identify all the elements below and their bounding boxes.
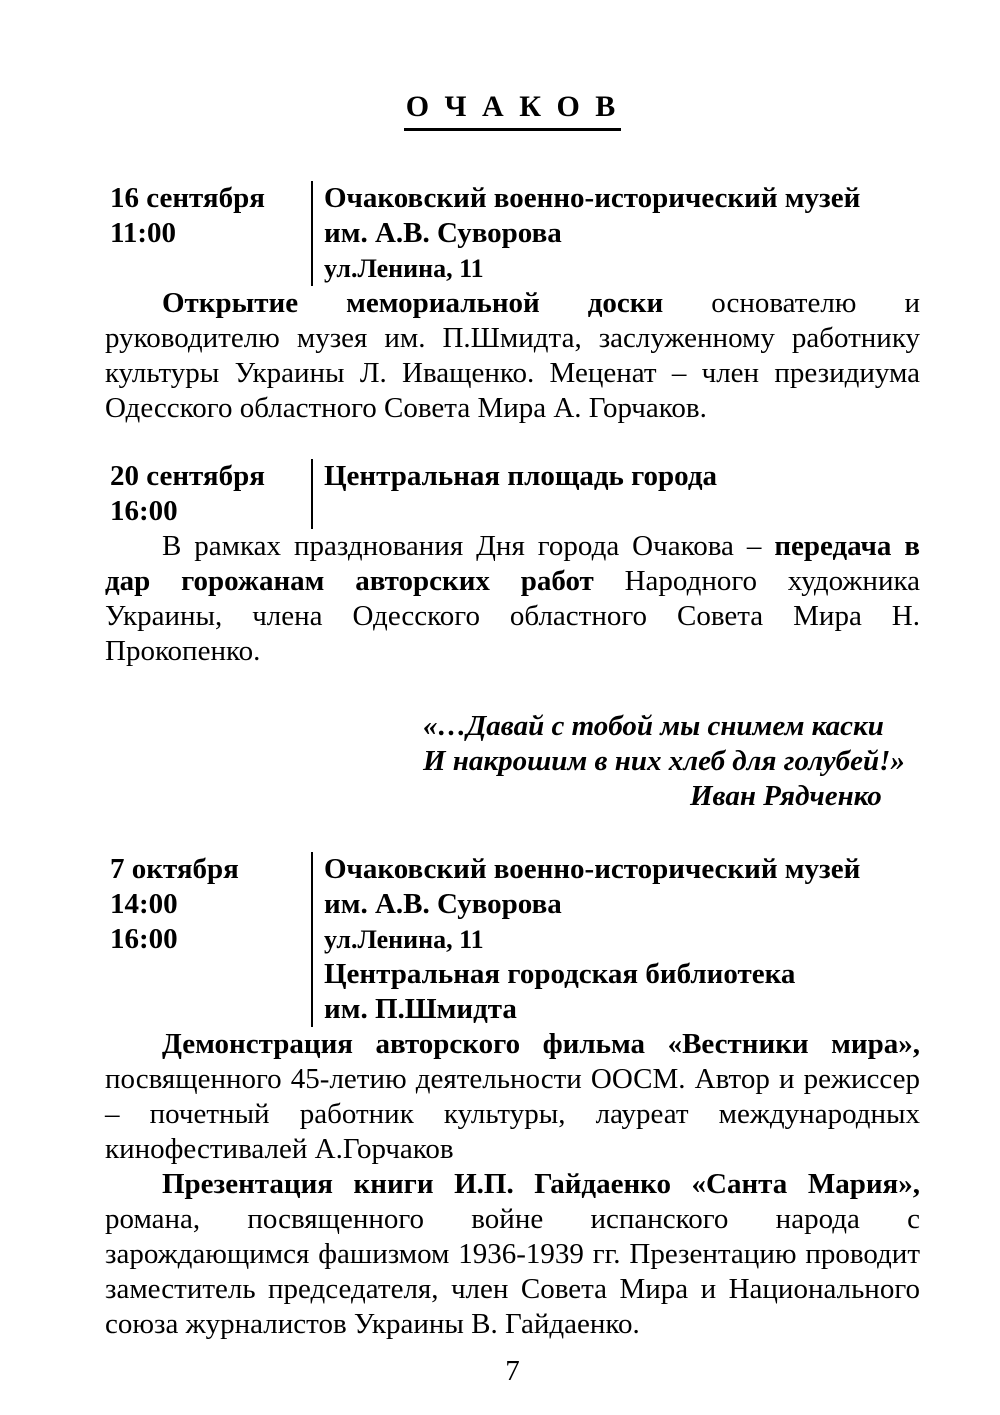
paragraph-text: романа, посвященного войне испанского народа с зарождающимся фашизмом 1936-1939 гг. Презентацию проводит заместитель председателя, член Совета Мира и Национального союза журналистов Украины В. Гайдаенко. — [105, 1203, 920, 1340]
paragraph-book-presentation — [105, 1167, 920, 1342]
event-entry-1 — [105, 181, 920, 286]
poem-line: И накрошим в них хлеб для голубей!» — [423, 745, 905, 777]
paragraph-lead-bold: Презентация книги И.П. Гайдаенко «Санта Мария», — [162, 1168, 920, 1200]
paragraph-text: посвященного 45-летию деятельности ООСМ. Автор и режиссер – почетный работник культуры, лауреат международных кинофестивалей А.Горчаков — [105, 1063, 920, 1165]
poem-quote — [423, 709, 920, 814]
paragraph-text: основателю и руководителю музея им. П.Шмидта, заслуженному работнику культуры Украины Л. Иващенко. Меценат – член президиума Одесского областного Совета Мира А. Горчаков. — [105, 287, 920, 424]
event-date: 7 октября — [110, 853, 239, 885]
poem-line: «…Давай с тобой мы снимем каски — [423, 710, 884, 742]
venue-name: Центральная городская библиотека — [324, 958, 796, 990]
event-entry-2 — [105, 459, 920, 529]
page-number: 7 — [505, 1355, 520, 1387]
paragraph-city-day — [105, 529, 920, 669]
venue-name: им. П.Шмидта — [324, 993, 517, 1025]
paragraph-text: Народного художника Украины, члена Одесского областного Совета Мира Н. Прокопенко. — [105, 565, 920, 667]
event-1-venue — [313, 181, 920, 286]
quote-attribution: Иван Рядченко — [690, 780, 882, 812]
event-entry-3 — [105, 852, 920, 1027]
event-time: 16:00 — [110, 495, 178, 527]
event-2-venue — [313, 459, 920, 529]
paragraph-text: В рамках празднования Дня города Очакова – — [162, 530, 775, 562]
venue-name: Очаковский военно-исторический музей — [324, 182, 861, 214]
event-3-datetime — [105, 852, 311, 1027]
event-1-datetime — [105, 181, 311, 286]
paragraph-film-screening — [105, 1027, 920, 1167]
venue-address: ул.Ленина, 11 — [324, 925, 484, 954]
venue-name: Центральная площадь города — [324, 460, 718, 492]
venue-name: им. А.В. Суворова — [324, 217, 562, 249]
venue-name: им. А.В. Суворова — [324, 888, 562, 920]
venue-name: Очаковский военно-исторический музей — [324, 853, 861, 885]
paragraph-lead-bold: Открытие мемориальной доски — [162, 287, 664, 319]
paragraph-bold: передача в дар горожанам авторских работ — [105, 530, 921, 597]
paragraph-memorial-plaque — [105, 286, 920, 426]
venue-address: ул.Ленина, 11 — [324, 254, 484, 283]
event-time: 11:00 — [110, 217, 177, 249]
event-time: 16:00 — [110, 923, 178, 955]
event-2-datetime — [105, 459, 311, 529]
event-time: 14:00 — [110, 888, 178, 920]
page-title — [105, 92, 920, 131]
event-3-venue — [313, 852, 920, 1027]
paragraph-lead-bold: Демонстрация авторского фильма «Вестники мира», — [162, 1028, 920, 1060]
event-date: 16 сентября — [110, 182, 265, 214]
page-title-text: О Ч А К О В — [404, 92, 622, 131]
event-date: 20 сентября — [110, 460, 265, 492]
